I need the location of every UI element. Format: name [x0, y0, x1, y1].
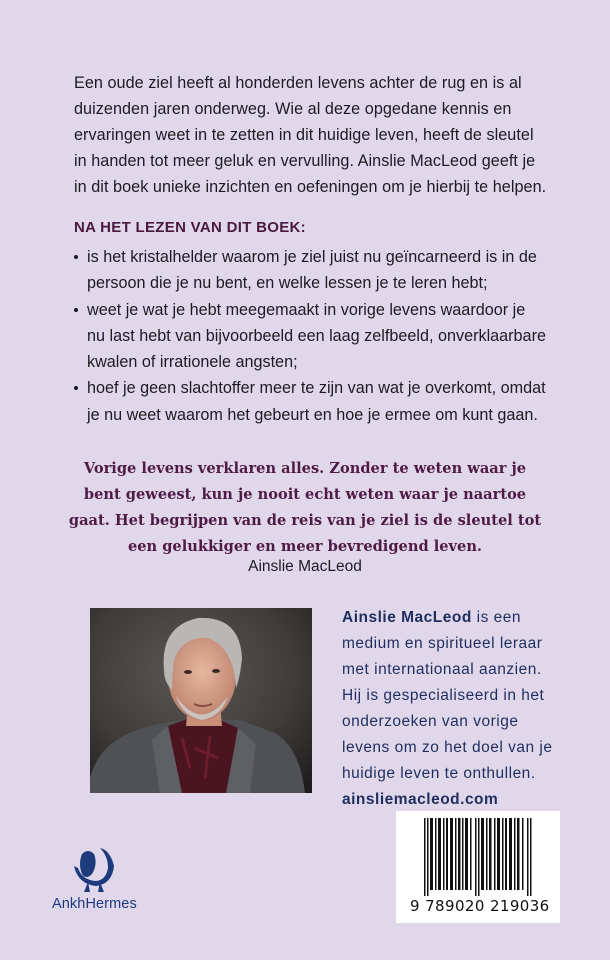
blurb-line: ervaringen weet in te zetten in dit huidige leven, heeft de sleutel — [74, 126, 534, 144]
publisher-name: AnkhHermes — [52, 896, 137, 912]
blurb-line: in handen tot meer geluk en vervulling. Ainslie MacLeod geeft je — [74, 152, 536, 170]
ankhhermes-logo-icon — [52, 846, 142, 926]
blurb-line: Een oude ziel heeft al honderden levens achter de rug en is al — [74, 74, 522, 92]
benefit-item — [74, 297, 564, 376]
bio-line: is een — [471, 609, 521, 626]
barcode-icon — [424, 818, 534, 896]
author-bio — [342, 605, 582, 813]
benefits-list — [74, 244, 564, 428]
quote-line: Vorige levens verklaren alles. Zonder te weten waar je — [83, 460, 527, 477]
author-photo — [90, 608, 312, 793]
author-website-link[interactable]: ainsliemacleod.com — [342, 791, 499, 808]
benefit-line: is het kristalhelder waarom je ziel juist nu geïncarneerd is in de — [87, 248, 537, 266]
benefit-item — [74, 244, 564, 297]
blurb-line: in dit boek unieke inzichten en oefeningen om je hierbij te helpen. — [74, 178, 547, 196]
bullet-icon — [74, 308, 78, 312]
author-portrait-icon — [90, 608, 312, 793]
benefit-line: kwalen of irrationele angsten; — [87, 353, 298, 372]
bio-line: met internationaal aanzien. — [342, 661, 542, 678]
quote-attribution: Ainslie MacLeod — [248, 558, 362, 575]
blurb-line: duizenden jaren onderweg. Wie al deze opgedane kennis en — [74, 100, 512, 118]
benefit-item — [74, 375, 564, 428]
isbn-number: 9 789020 219036 — [410, 897, 550, 915]
bullet-icon — [74, 386, 78, 390]
quote-line: een gelukkiger en meer bevredigend leven. — [127, 538, 483, 555]
benefits-heading: NA HET LEZEN VAN DIT BOEK: — [74, 219, 306, 236]
back-cover-blurb — [74, 70, 554, 200]
quote-line: gaat. Het begrijpen van de reis van je ziel is de sleutel tot — [68, 512, 542, 529]
benefit-line: nu last hebt van bijvoorbeeld een laag zelfbeeld, onverklaarbare — [87, 326, 546, 345]
isbn-barcode — [396, 811, 560, 923]
quote-line: bent geweest, kun je nooit echt weten waar je naartoe — [83, 486, 527, 503]
author-name: Ainslie MacLeod — [342, 609, 472, 626]
bullet-icon — [74, 255, 78, 259]
pull-quote — [60, 456, 550, 560]
benefit-line: persoon die je nu bent, en welke lessen je te leren hebt; — [87, 274, 488, 293]
benefit-line: hoef je geen slachtoffer meer te zijn van wat je overkomt, omdat — [87, 379, 546, 398]
bio-line: onderzoeken van vorige — [342, 713, 519, 730]
benefit-line: je nu weet waarom het gebeurt en hoe je ermee om kunt gaan. — [87, 405, 538, 424]
bio-line: medium en spiritueel leraar — [342, 635, 543, 652]
benefit-line: weet je wat je hebt meegemaakt in vorige levens waardoor je — [87, 300, 526, 319]
bio-line: Hij is gespecialiseerd in het — [342, 687, 545, 704]
bio-line: huidige leven te onthullen. — [342, 765, 536, 782]
bio-line: levens om zo het doel van je — [342, 739, 553, 756]
